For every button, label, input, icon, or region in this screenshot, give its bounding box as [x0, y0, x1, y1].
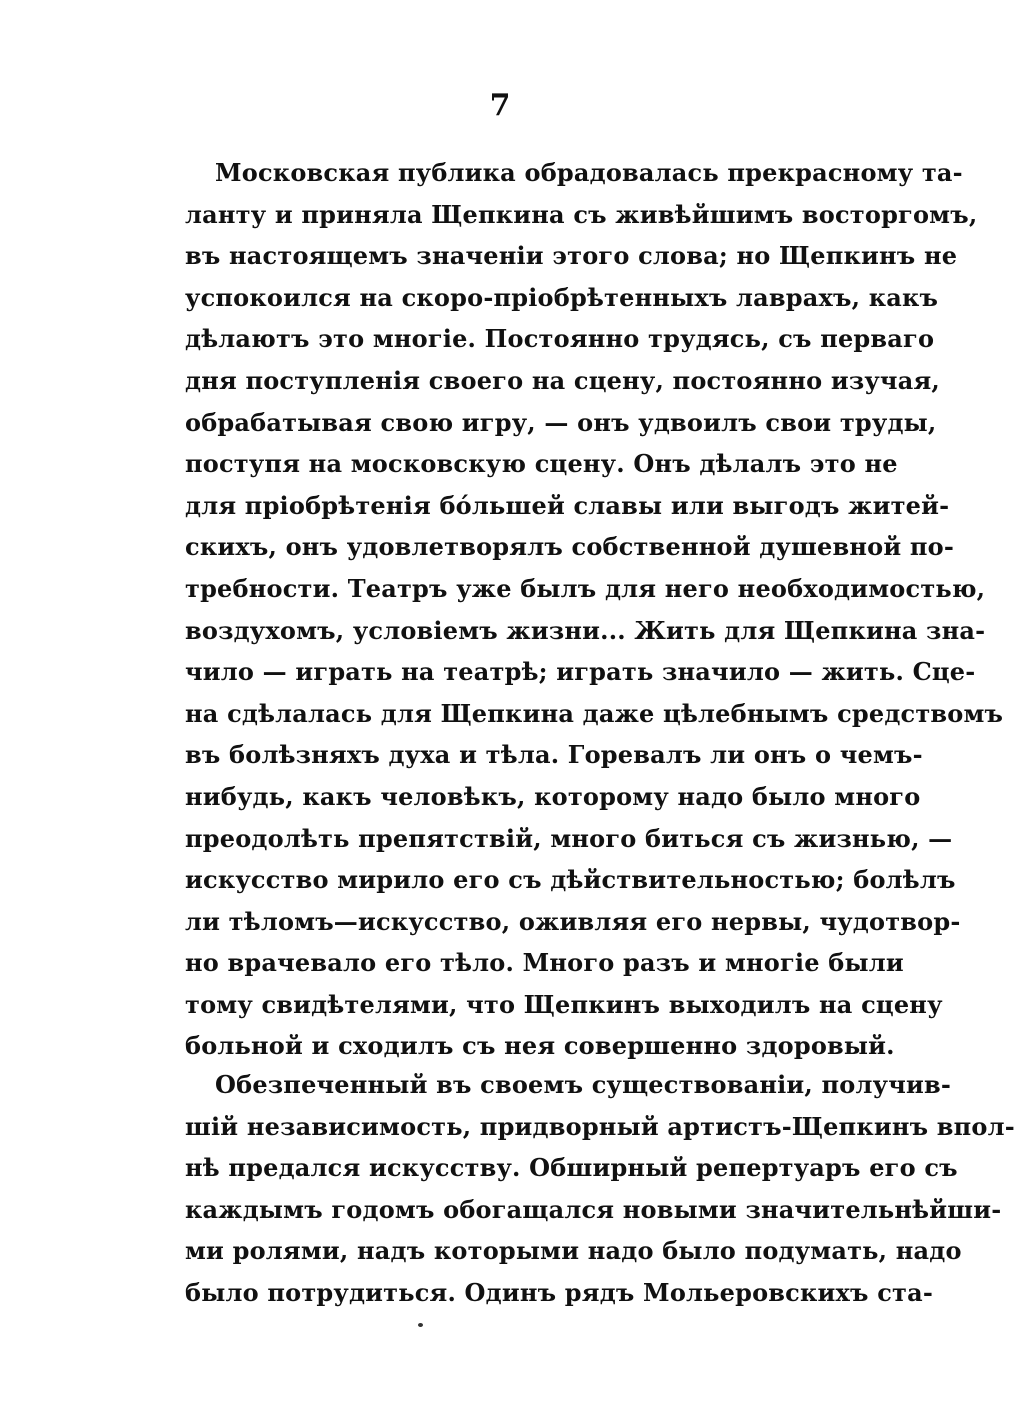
- text-line: было потрудиться. Одинъ рядъ Мольеровскихъ ста-: [185, 1277, 933, 1307]
- text-line: Московская публика обрадовалась прекрасному та-: [215, 158, 963, 187]
- text-line: больной и сходилъ съ нея совершенно здоровый.: [185, 1031, 895, 1061]
- text-line: воздухомъ, условіемъ жизни... Жить для Щепкина зна-: [185, 615, 986, 645]
- text-line: успокоился на скоро-пріобрѣтенныхъ лаврахъ, какъ: [185, 282, 939, 312]
- text-line: искусство мирило его съ дѣйствительностью; болѣлъ: [185, 865, 956, 895]
- text-line: но врачевало его тѣло. Много разъ и многіе были: [185, 948, 904, 978]
- paragraph-1: [185, 152, 1004, 1067]
- text-line: для пріобрѣтенія бóльшей славы или выгодъ житей-: [185, 490, 950, 520]
- text-line: обрабатывая свою игру, — онъ удвоилъ свои труды,: [185, 407, 937, 437]
- text-line: скихъ, онъ удовлетворялъ собственной душевной по-: [185, 532, 955, 562]
- text-line: дѣлаютъ это многіе. Постоянно трудясь, съ перваго: [185, 324, 935, 354]
- text-line: въ болѣзняхъ духа и тѣла. Горевалъ ли онъ о чемъ-: [185, 740, 923, 770]
- text-line: ланту и приняла Щепкина съ живѣйшимъ восторгомъ,: [185, 199, 978, 229]
- text-line: Обезпеченный въ своемъ существованіи, получив-: [215, 1070, 952, 1099]
- text-line: нѣ предался искусству. Обширный репертуаръ его съ: [185, 1153, 958, 1183]
- print-speck: [418, 1323, 423, 1327]
- text-line: ли тѣломъ—искусство, оживляя его нервы, чудотвор-: [185, 906, 961, 936]
- text-line: требности. Театръ уже былъ для него необходимостью,: [185, 573, 986, 603]
- text-line: нибудь, какъ человѣкъ, которому надо было много: [185, 781, 921, 811]
- text-line: шій независимость, придворный артистъ-Щепкинъ впол-: [185, 1111, 1015, 1141]
- text-line: ми ролями, надъ которыми надо было подумать, надо: [185, 1236, 962, 1266]
- text-line: преодолѣть препятствій, много биться съ жизнью, —: [185, 823, 953, 853]
- text-line: въ настоящемъ значеніи этого слова; но Щепкинъ не: [185, 241, 958, 271]
- text-line: на сдѣлалась для Щепкина даже цѣлебнымъ средствомъ: [185, 698, 1004, 728]
- text-line: тому свидѣтелями, что Щепкинъ выходилъ на сцену: [185, 989, 943, 1019]
- text-line: поступя на московскую сцену. Онъ дѣлалъ это не: [185, 449, 898, 479]
- text-line: каждымъ годомъ обогащался новыми значительнѣйши-: [185, 1194, 1002, 1224]
- page-number: 7: [489, 88, 511, 123]
- text-line: дня поступленія своего на сцену, постоянно изучая,: [185, 365, 940, 395]
- paragraph-2: [185, 1064, 1015, 1314]
- text-line: чило — играть на театрѣ; играть значило — жить. Сце-: [185, 657, 976, 687]
